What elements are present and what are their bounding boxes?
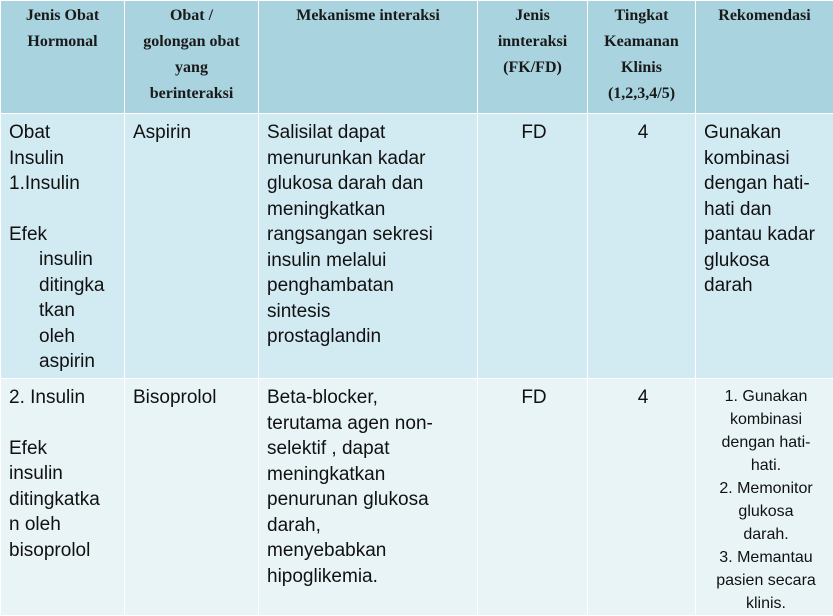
cell-obat: Aspirin [125, 114, 259, 379]
header-jenis-interaksi: Jenis innteraksi (FK/FD) [478, 1, 588, 114]
header-row [1, 1, 833, 114]
header-obat-golongan: Obat / golongan obat yang berinteraksi [125, 1, 259, 114]
cell-obat: Bisoprolol [125, 379, 259, 616]
jenis-obat-title: 2. Insulin [9, 385, 119, 411]
cell-rekomendasi: Gunakan kombinasi dengan hati- hati dan pantau kadar glukosa darah [696, 114, 833, 379]
header-mekanisme-interaksi: Mekanisme interaksi [259, 1, 478, 114]
table-row [1, 379, 833, 616]
cell-tingkat-keamanan: 4 [588, 114, 696, 379]
jenis-obat-efek-label: Efek [9, 222, 119, 248]
header-rekomendasi: Rekomendasi [696, 1, 833, 114]
cell-rekomendasi: 1. Gunakan kombinasi dengan hati- hati. 2. Memonitor glukosa darah. 3. Memantau pasien secara klinis. [696, 379, 833, 616]
cell-mekanisme: Beta-blocker, terutama agen non- selektif , dapat meningkatkan penurunan glukosa darah, menyebabkan hipoglikemia. [259, 379, 478, 616]
cell-tingkat-keamanan: 4 [588, 379, 696, 616]
jenis-obat-efek-detail: insulin ditingka tkan oleh aspirin [9, 247, 119, 375]
cell-jenis-obat [1, 114, 125, 379]
cell-jenis-interaksi: FD [478, 379, 588, 616]
cell-jenis-interaksi: FD [478, 114, 588, 379]
header-jenis-obat-hormonal: Jenis Obat Hormonal [1, 1, 125, 114]
table-row [1, 114, 833, 379]
jenis-obat-efek-detail: Efek insulin ditingkatka n oleh bisoprolol [9, 436, 119, 564]
cell-jenis-obat [1, 379, 125, 616]
header-tingkat-keamanan: Tingkat Keamanan Klinis (1,2,3,4/5) [588, 1, 696, 114]
jenis-obat-title: Obat Insulin 1.Insulin [9, 120, 119, 197]
cell-mekanisme: Salisilat dapat menurunkan kadar glukosa darah dan meningkatkan rangsangan sekresi insulin melalui penghambatan sintesis prostaglandin [259, 114, 478, 379]
